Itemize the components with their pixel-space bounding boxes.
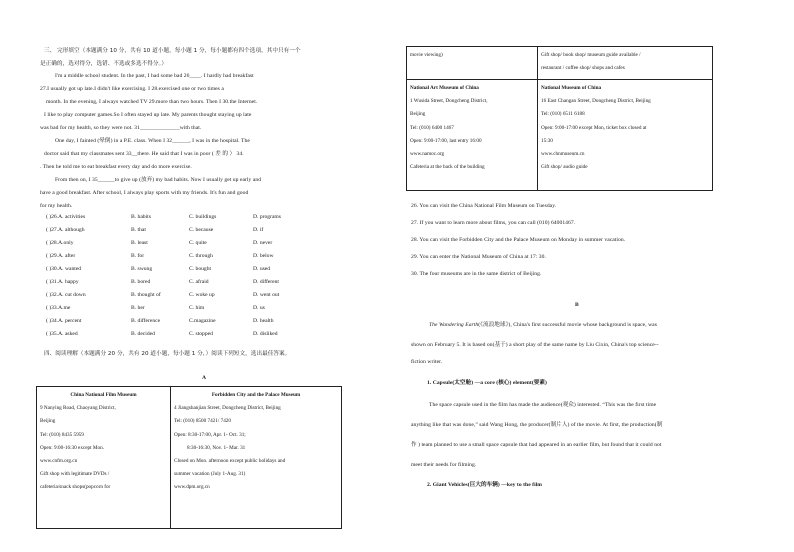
art-museum-cell [407,80,538,191]
cell-text: Open: 9:00-17:00 except Mon, ticket box closed at [541,124,647,131]
section3-heading: 三、 完形填空（本题满分 10 分，共有 10 道小题，每小题 1 分，每小题都有四个选项，其中只有一个 [44,48,301,54]
passage-b-line: 作 ) team planned to use a small space capsule that had appeared in an earlier film, but found that it could not [411,442,662,448]
cell-text: Beijing [410,111,426,118]
cell-text: Tel: (010) 8435 5959 [40,431,84,438]
option-b: B. least [131,240,148,246]
passage-line: month. In the evening, I always watched TV 29.more than two hours. Then I 30.the Internet. [46,99,258,105]
option-row-num: ( )28.A.only [46,240,74,246]
forbidden-city-cell [171,387,342,529]
option-d: D. used [253,266,271,272]
option-d: D. programs [253,214,281,220]
cell-text: movie viewing) [410,52,443,58]
option-row-num: ( )29.A. after [46,253,76,259]
option-d: D. never [253,240,273,246]
cell-text: 8:30-16:30, Nov. 1- Mar. 31 [174,444,246,451]
right-page-column [400,0,794,552]
option-c: C. buildings [189,214,217,220]
option-row-num: ( )32.A. cut down [46,292,86,298]
question-30: 30. The four museums are in the same district of Beijing. [411,271,542,277]
question-28: 28. You can visit the Forbidden City and the Palace Museum on Monday in summer vacation. [411,237,626,243]
option-row-num: ( )31.A. happy [46,279,79,285]
intro-rest: (《流浪地球》), China's first successful movie whose background is space, was [478,322,657,328]
cell-text: Tel: (010) 8500 7421/ 7420 [174,418,231,425]
forbidden-city-title: Forbidden City and the Palace Museum [211,392,301,398]
passage-line: for my health. [40,203,73,209]
cell-text: 1 Wusida Street, Dongcheng District, [410,98,488,105]
option-row-num: ( )26.A. activities [46,214,86,220]
option-c: C. because [189,227,214,233]
option-c: C. through [189,253,213,259]
option-b: B. bored [131,279,151,285]
question-29: 29. You can enter the National Museum of China at 17: 30. [411,254,546,260]
option-b: B. swung [131,266,153,272]
option-b: B. thought of [131,292,161,298]
passage-line: doctor said that my classmates sent 33__there. He said that I was in poor ( 差 的 ） 34. [44,151,244,157]
passage-line: One day, I fainted (晕倒) in a P.E. class. When I 32______, I was in the hospital. The [55,138,250,144]
option-b: B. difference [131,318,161,324]
passage-b-heading-2: 2. Giant Vehicles(巨大的车辆) —key to the film [427,482,543,488]
passage-b-heading-1: 1. Capsule(太空舱) —a core (核心) element(要素) [427,380,547,386]
cell-text: Open: 9:00-16:30 except Mon. [40,444,104,451]
option-row-num: ( )27.A. although [46,227,85,233]
film-museum-title: China National Film Museum [70,392,137,398]
option-row-num: ( )35.A. asked [46,331,78,337]
option-c: C.magazine [189,318,216,324]
passage-b-intro [429,322,657,329]
option-c: C. him [189,305,205,311]
option-c: C. bought [189,266,212,272]
cell-text: Gift shop/ audio guide [541,164,588,171]
cell-text: 16 East Changan Street, Dongcheng District, Beijing [541,98,651,105]
section3-heading-cont: 是正确的，选对得分，选错、不选或多选不得分。） [40,61,168,67]
option-b: B. for [131,253,145,259]
cell-text: Tel: (010) 6511 6188 [541,111,585,118]
cell-text: 15:30 [541,137,553,144]
option-b: B. habits [131,214,151,220]
passage-b-line: fiction writer. [411,359,443,365]
national-museum-cell [538,80,713,191]
passage-line: I like to play computer games.So I often stayed up late. My parents thought staying up late [44,112,252,118]
option-d: D. disliked [253,331,278,337]
option-c: C. quite [189,240,207,246]
cell-text: 4 Jiangshanjian Street, Dongcheng District, Beijing [174,405,281,412]
cell-text: Beijing [40,418,56,425]
passage-line: I'm a middle school student. In the past, I had some bad 26____. I hardly had breakfast [55,73,254,79]
option-d: D. different [253,279,279,285]
option-c: C. afraid [189,279,209,285]
passage-line: 27.I usually got up late.I didn't like exercising. I 28.exercised one or two times a [40,86,224,92]
cell-text: 9 Nanying Road, Chaoyang District, [40,405,116,412]
question-26: 26. You can visit the China National Film Museum on Tuesday. [411,203,557,209]
option-d: D. if [253,227,264,233]
cell-text: www.chnmuseum.cn [541,150,585,157]
question-27: 27. If you want to learn more about films, you can call (010) 64001467. [411,220,576,226]
option-b: B. that [131,227,146,233]
option-b: B. decided [131,331,155,337]
passage-line: From then on, I 35______to give up (放弃) my bad habits. Now I usually get up early and [55,177,262,183]
option-d: D. health [253,318,274,324]
national-museum-title: National Museum of China [541,85,602,91]
passage-line: have a good breakfast. After school, I always play sports with my friends. It's fun and good [40,190,249,196]
option-b: B. her [131,305,145,311]
film-museum-cell [37,387,171,529]
movie-title: The Wandering Earth [429,322,479,328]
cell-text: www.namoc.org [410,150,445,157]
passage-line: . Then he told me to eat breakfast every day and do more exercise. [40,164,192,170]
museum-table-b [406,46,713,191]
cell-text: summer vacation (July 1-Aug. 31) [174,471,246,478]
cell-text: www.cnfm.org.cn [40,457,78,464]
passage-b-line: meet their needs for filming. [411,462,477,468]
cell-text: www.dpm.org.cn [174,484,210,491]
forbidden-city-cont-cell [538,47,713,80]
option-d: D. below [253,253,274,259]
film-museum-cont-cell [407,47,538,80]
passage-b-line: shown on February 5. It is based on(基于) a short play of the same name by Liu Cixin, China's top science-- [411,342,659,348]
section4-heading: 四、阅读理解（本题满分 20 分，共有 20 道小题，每小题 1 分，）阅读下列短文，选出最佳答案。 [44,351,291,357]
option-d: D. went out [253,292,280,298]
cell-text: cafeteria/snack shops(popcorn for [40,484,111,491]
passage-b-line: anything like that was done,” said Wang Hong, the producer(制片人) of the movie. At first, the production(制 [411,422,663,428]
option-c: C. woke up [189,292,215,298]
passage-line: was bad for my health, so they were not. 31______________with that. [40,125,202,131]
cell-text: Cafeteria at the back of the building [410,164,485,171]
cell-text: Tel: (010) 6400 1467 [410,124,454,131]
museum-table-a [36,386,342,529]
cell-text: Closed on Mon. afternoon except public holidays and [174,457,286,464]
part-b-label: B [575,302,579,308]
cell-text: Gift shop/ book shop/ museum guide available / [541,52,641,58]
part-a-label: A [202,375,207,381]
art-museum-title: National Art Museum of China [410,85,479,91]
passage-b-line: The space capsule used in the film has made the audience(观众) interested. “This was the first time [429,402,657,408]
cell-text: Gift shop with legitimate DVDs / [40,471,110,478]
option-row-num: ( )34.A. percent [46,318,82,324]
option-row-num: ( )30.A. wanted [46,266,82,272]
cell-text: restaurant / coffee shop/ shops and cafes [541,65,625,72]
cell-text: Open: 9:00-17:00, last entry 16:00 [410,137,482,144]
option-d: D. us [253,305,265,311]
option-c: C. stopped [189,331,213,337]
option-row-num: ( )33.A.me [46,305,71,311]
cell-text: Open: 8:30-17:00, Apr. 1- Oct. 31; [174,431,246,438]
